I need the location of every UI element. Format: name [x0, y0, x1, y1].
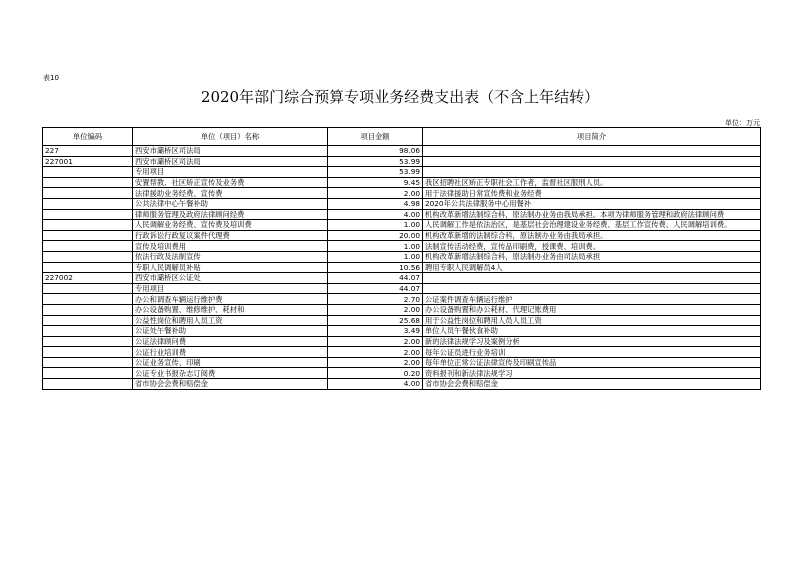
description-cell: 机构改革新增的法制综合科，原法制办业务由我局承担。	[423, 230, 761, 241]
unit-code-cell	[43, 379, 133, 390]
header-unit-code: 单位编码	[43, 128, 133, 146]
table-row	[43, 315, 761, 326]
amount-cell: 2.00	[328, 304, 423, 315]
table-row	[43, 198, 761, 209]
header-amount: 项目金额	[328, 128, 423, 146]
unit-code-cell	[43, 347, 133, 358]
unit-name-cell: 公证处午餐补助	[133, 326, 328, 337]
unit-name-cell: 行政诉讼行政复议案件代理费	[133, 230, 328, 241]
description-cell: 每年公证员进行业务培训	[423, 347, 761, 358]
unit-label: 单位：万元	[725, 119, 760, 127]
unit-name-cell: 西安市灞桥区公证处	[133, 273, 328, 284]
table-row	[43, 347, 761, 358]
header-unit-name: 单位（项目）名称	[133, 128, 328, 146]
table-row	[43, 262, 761, 273]
description-cell: 2020年公共法律服务中心用餐补	[423, 198, 761, 209]
description-cell: 法制宣传活动经费，宣传品印刷费，授课费、培训费。	[423, 241, 761, 252]
unit-code-cell	[43, 251, 133, 262]
unit-name-cell: 人民调解业务经费、宣传费及培训费	[133, 220, 328, 231]
unit-name-cell: 省市协会会费和赔偿金	[133, 379, 328, 390]
table-row	[43, 188, 761, 199]
unit-code-cell	[43, 304, 133, 315]
amount-cell: 20.00	[328, 230, 423, 241]
table-row	[43, 368, 761, 379]
table-row	[43, 336, 761, 347]
table-row	[43, 241, 761, 252]
header-description: 项目简介	[423, 128, 761, 146]
amount-cell: 10.56	[328, 262, 423, 273]
unit-name-cell: 公证法律顾问费	[133, 336, 328, 347]
unit-code-cell	[43, 220, 133, 231]
amount-cell: 1.00	[328, 220, 423, 231]
description-cell: 机构改革新增法制综合科，原法制办业务由司法局承担	[423, 251, 761, 262]
description-cell	[423, 273, 761, 284]
unit-code-cell	[43, 336, 133, 347]
amount-cell: 44.07	[328, 283, 423, 294]
description-cell	[423, 146, 761, 157]
table-row	[43, 273, 761, 284]
unit-code-cell: 227001	[43, 156, 133, 167]
table-row	[43, 294, 761, 305]
amount-cell: 4.00	[328, 379, 423, 390]
description-cell: 人民调解工作是依法治区，是基层社会治理建设业务经费、基层工作宣传费、人民调解培训费。	[423, 220, 761, 231]
description-cell: 聘用专职人民调解员4人	[423, 262, 761, 273]
unit-code-cell	[43, 283, 133, 294]
amount-cell: 9.45	[328, 177, 423, 188]
unit-code-cell	[43, 188, 133, 199]
table-row	[43, 230, 761, 241]
page-title: 2020年部门综合预算专项业务经费支出表（不含上年结转）	[200, 88, 600, 106]
amount-cell: 4.98	[328, 198, 423, 209]
unit-name-cell: 公益性岗位和聘用人员工资	[133, 315, 328, 326]
table-number: 表10	[43, 74, 59, 82]
amount-cell: 4.00	[328, 209, 423, 220]
unit-code-cell	[43, 241, 133, 252]
table-row	[43, 156, 761, 167]
unit-code-cell	[43, 167, 133, 178]
description-cell: 省市协会会费和赔偿金	[423, 379, 761, 390]
table-row	[43, 167, 761, 178]
table-row	[43, 326, 761, 337]
description-cell: 用于公益性岗位和聘用人员人员工资	[423, 315, 761, 326]
amount-cell: 53.99	[328, 167, 423, 178]
unit-name-cell: 专用项目	[133, 167, 328, 178]
amount-cell: 3.49	[328, 326, 423, 337]
unit-name-cell: 专用项目	[133, 283, 328, 294]
amount-cell: 25.68	[328, 315, 423, 326]
unit-name-cell: 公证专业书报杂志订阅费	[133, 368, 328, 379]
unit-name-cell: 办公和调查车辆运行维护费	[133, 294, 328, 305]
unit-name-cell: 宣传及培训费用	[133, 241, 328, 252]
unit-code-cell	[43, 198, 133, 209]
description-cell	[423, 283, 761, 294]
table-row	[43, 220, 761, 231]
header-row	[43, 128, 761, 146]
unit-name-cell: 专职人民调解员补贴	[133, 262, 328, 273]
description-cell: 公证案件调查车辆运行维护	[423, 294, 761, 305]
description-cell	[423, 156, 761, 167]
amount-cell: 2.00	[328, 357, 423, 368]
unit-name-cell: 公证业务宣传、印刷	[133, 357, 328, 368]
description-cell: 资料报刊和新法律法规学习	[423, 368, 761, 379]
unit-code-cell	[43, 357, 133, 368]
unit-code-cell: 227002	[43, 273, 133, 284]
unit-name-cell: 法律援助业务经费、宣传费	[133, 188, 328, 199]
unit-code-cell	[43, 294, 133, 305]
unit-code-cell	[43, 315, 133, 326]
unit-name-cell: 西安市灞桥区司法局	[133, 146, 328, 157]
table-row	[43, 251, 761, 262]
table-row	[43, 209, 761, 220]
description-cell: 单位人员午餐伙食补助	[423, 326, 761, 337]
table-row	[43, 177, 761, 188]
unit-code-cell	[43, 177, 133, 188]
unit-name-cell: 西安市灞桥区司法局	[133, 156, 328, 167]
amount-cell: 1.00	[328, 251, 423, 262]
unit-name-cell: 办公设备购置、维修维护、耗材和	[133, 304, 328, 315]
amount-cell: 53.99	[328, 156, 423, 167]
unit-name-cell: 律师服务管理及政府法律顾问经费	[133, 209, 328, 220]
table-row	[43, 357, 761, 368]
description-cell: 每年单位正常公证法律宣传及印刷宣传品	[423, 357, 761, 368]
description-cell	[423, 167, 761, 178]
amount-cell: 2.70	[328, 294, 423, 305]
unit-name-cell: 公证行业培训费	[133, 347, 328, 358]
table-row	[43, 304, 761, 315]
table-row	[43, 283, 761, 294]
unit-code-cell	[43, 230, 133, 241]
amount-cell: 44.07	[328, 273, 423, 284]
table-row	[43, 379, 761, 390]
description-cell: 机构改革新增法制综合科，原法制办业务由我局承担。本项为律师服务管理和政府法律顾问费	[423, 209, 761, 220]
amount-cell: 2.00	[328, 347, 423, 358]
description-cell: 办公设备购置和办公耗材、代理记账费用	[423, 304, 761, 315]
unit-code-cell	[43, 326, 133, 337]
unit-code-cell: 227	[43, 146, 133, 157]
amount-cell: 0.20	[328, 368, 423, 379]
amount-cell: 98.06	[328, 146, 423, 157]
unit-name-cell: 公共法律中心午餐补助	[133, 198, 328, 209]
description-cell: 我区招聘社区矫正专职社会工作者，监督社区服刑人员。	[423, 177, 761, 188]
unit-code-cell	[43, 368, 133, 379]
amount-cell: 2.00	[328, 188, 423, 199]
description-cell: 新的法律法规学习及案例分析	[423, 336, 761, 347]
unit-name-cell: 安置帮教、社区矫正宣传及业务费	[133, 177, 328, 188]
table-body	[43, 146, 761, 390]
description-cell: 用于法律援助日常宣传费和业务经费	[423, 188, 761, 199]
unit-code-cell	[43, 262, 133, 273]
unit-name-cell: 依法行政及法制宣传	[133, 251, 328, 262]
amount-cell: 2.00	[328, 336, 423, 347]
budget-table	[42, 127, 761, 390]
amount-cell: 1.00	[328, 241, 423, 252]
unit-code-cell	[43, 209, 133, 220]
table-row	[43, 146, 761, 157]
